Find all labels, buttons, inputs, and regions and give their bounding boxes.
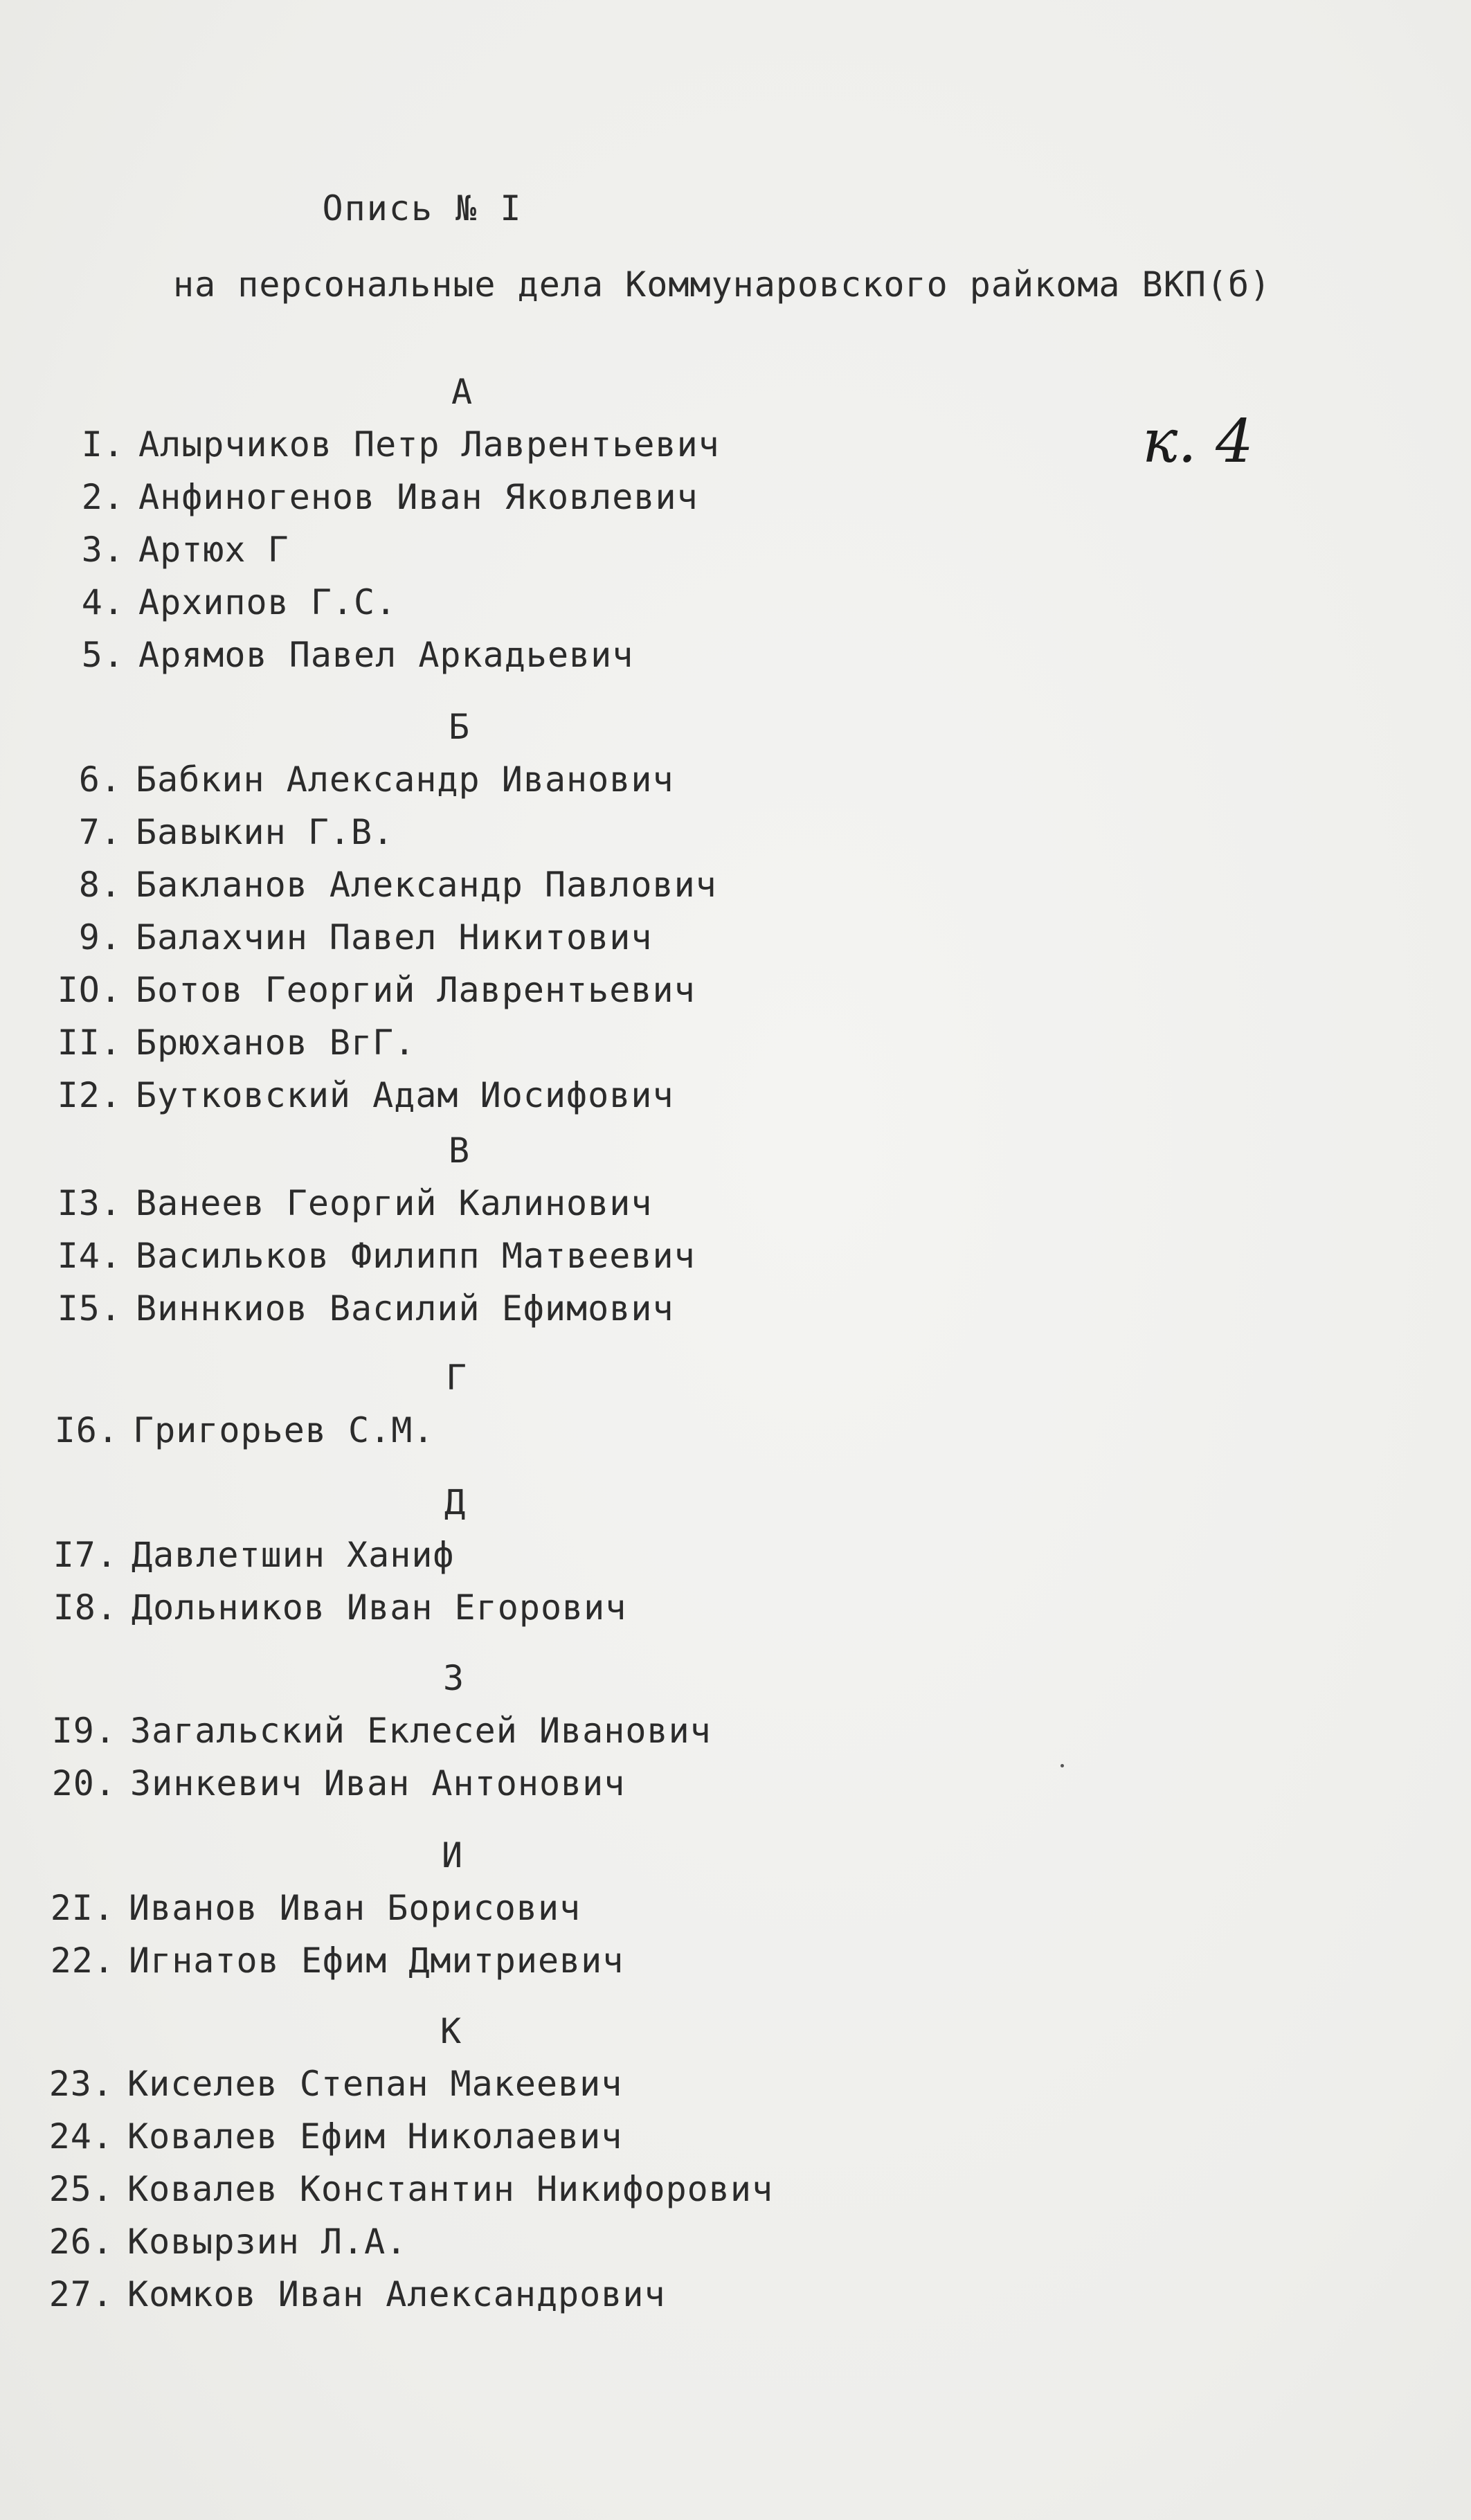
entry-number: 6. [78, 759, 122, 800]
entry-name: Алырчиков Петр Лаврентьевич [138, 424, 720, 465]
list-item [39, 806, 717, 858]
entry-name: Ковырзин Л.А. [127, 2222, 408, 2262]
list-item [39, 858, 717, 911]
entry-name: Анфиногенов Иван Яковлевич [138, 477, 698, 517]
section-letter: В [449, 1131, 471, 1171]
list-item [33, 1704, 712, 1757]
section-d [35, 1476, 626, 1634]
entry-name: Ванеев Георгий Калинович [136, 1183, 653, 1223]
section-letter: И [442, 1835, 464, 1875]
section-letter: А [451, 372, 473, 412]
entry-name: Архипов Г.С. [138, 582, 397, 622]
list-item [36, 1404, 467, 1457]
entry-number: I8. [53, 1587, 118, 1628]
entry-name: Дольников Иван Егорович [132, 1587, 627, 1628]
entry-number: IO. [57, 970, 122, 1010]
entry-number: 27. [48, 2274, 114, 2314]
section-g [36, 1351, 467, 1457]
entry-name: Бутковский Адам Иосифович [136, 1075, 674, 1115]
entry-number: 2. [81, 477, 125, 517]
entry-number: 2I. [50, 1888, 115, 1928]
entry-name: Зинкевич Иван Антонович [130, 1763, 626, 1803]
list-item [33, 1757, 712, 1810]
section-letter: Б [449, 707, 471, 747]
entry-name: Балахчин Павел Никитович [136, 917, 653, 957]
entry-number: I9. [51, 1711, 116, 1751]
entry-number: 8. [78, 865, 122, 905]
list-item [39, 911, 717, 964]
entry-name: Бавыкин Г.В. [136, 812, 395, 852]
section-v [39, 1124, 696, 1335]
entry-number: 9. [78, 917, 122, 957]
entry-name: Иванов Иван Борисович [129, 1888, 581, 1928]
entry-name: Арямов Павел Аркадьевич [138, 635, 634, 675]
document-title: Опись № I [322, 188, 523, 228]
entry-name: Брюханов ВгГ. [136, 1023, 416, 1063]
list-item [35, 1529, 626, 1581]
list-item [39, 1282, 696, 1335]
entry-number: I7. [53, 1535, 118, 1575]
list-item [39, 964, 717, 1016]
entry-name: Киселев Степан Макеевич [127, 2064, 623, 2104]
section-a [42, 366, 720, 681]
list-item [30, 2215, 773, 2268]
entry-number: 23. [48, 2064, 114, 2104]
list-item [42, 471, 720, 523]
entry-number: 7. [78, 812, 122, 852]
entry-number: 26. [48, 2222, 114, 2262]
list-item [42, 629, 720, 681]
entry-number: 24. [48, 2116, 114, 2157]
entry-number: I6. [54, 1410, 119, 1450]
handwritten-box-note: к. 4 [1142, 407, 1254, 476]
entry-number: I2. [57, 1075, 122, 1115]
section-letter: Д [444, 1482, 467, 1522]
entry-number: I. [81, 424, 125, 465]
entry-name: Бабкин Александр Иванович [136, 759, 674, 800]
entry-name: Давлетшин Ханиф [132, 1535, 455, 1575]
entry-name: Ковалев Ефим Николаевич [127, 2116, 623, 2157]
entry-name: Григорьев С.М. [133, 1410, 435, 1450]
entry-number: II. [57, 1023, 122, 1063]
entry-name: Комков Иван Александрович [127, 2274, 666, 2314]
entry-name: Ковалев Константин Никифорович [127, 2169, 774, 2209]
entry-name: Артюх Г [138, 530, 289, 570]
list-item [42, 418, 720, 471]
entry-number: I5. [57, 1288, 122, 1329]
section-letter: З [443, 1658, 465, 1698]
section-i [32, 1829, 624, 1987]
list-item [30, 2058, 773, 2110]
entry-name: Игнатов Ефим Дмитриевич [129, 1941, 624, 1981]
document-subtitle: на персональные дела Коммунаровского райкома ВКП(б) [173, 264, 1272, 305]
entry-number: 5. [81, 635, 125, 675]
section-b [39, 701, 717, 1122]
list-item [35, 1581, 626, 1634]
section-letter: Г [446, 1358, 468, 1398]
paper-speck [1061, 1764, 1064, 1767]
section-k [30, 2005, 773, 2321]
list-item [39, 1069, 717, 1122]
entry-number: 4. [81, 582, 125, 622]
list-item [42, 576, 720, 629]
entry-name: Бакланов Александр Павлович [136, 865, 717, 905]
entry-name: Загальский Еклесей Иванович [130, 1711, 712, 1751]
entry-number: 22. [50, 1941, 115, 1981]
entry-name: Васильков Филипп Матвеевич [136, 1236, 696, 1276]
list-item [39, 1230, 696, 1282]
list-item [39, 1177, 696, 1230]
entry-number: I3. [57, 1183, 122, 1223]
list-item [39, 1016, 717, 1069]
entry-number: 25. [48, 2169, 114, 2209]
list-item [30, 2268, 773, 2321]
list-item [39, 753, 717, 806]
entry-number: 3. [81, 530, 125, 570]
entry-name: Виннкиов Василий Ефимович [136, 1288, 674, 1329]
entry-name: Ботов Георгий Лаврентьевич [136, 970, 696, 1010]
list-item [32, 1934, 624, 1987]
list-item [42, 523, 720, 576]
list-item [30, 2110, 773, 2163]
section-letter: К [440, 2011, 462, 2051]
list-item [30, 2163, 773, 2215]
entry-number: 20. [51, 1763, 116, 1803]
entry-number: I4. [57, 1236, 122, 1276]
section-z [33, 1652, 712, 1810]
list-item [32, 1882, 624, 1934]
